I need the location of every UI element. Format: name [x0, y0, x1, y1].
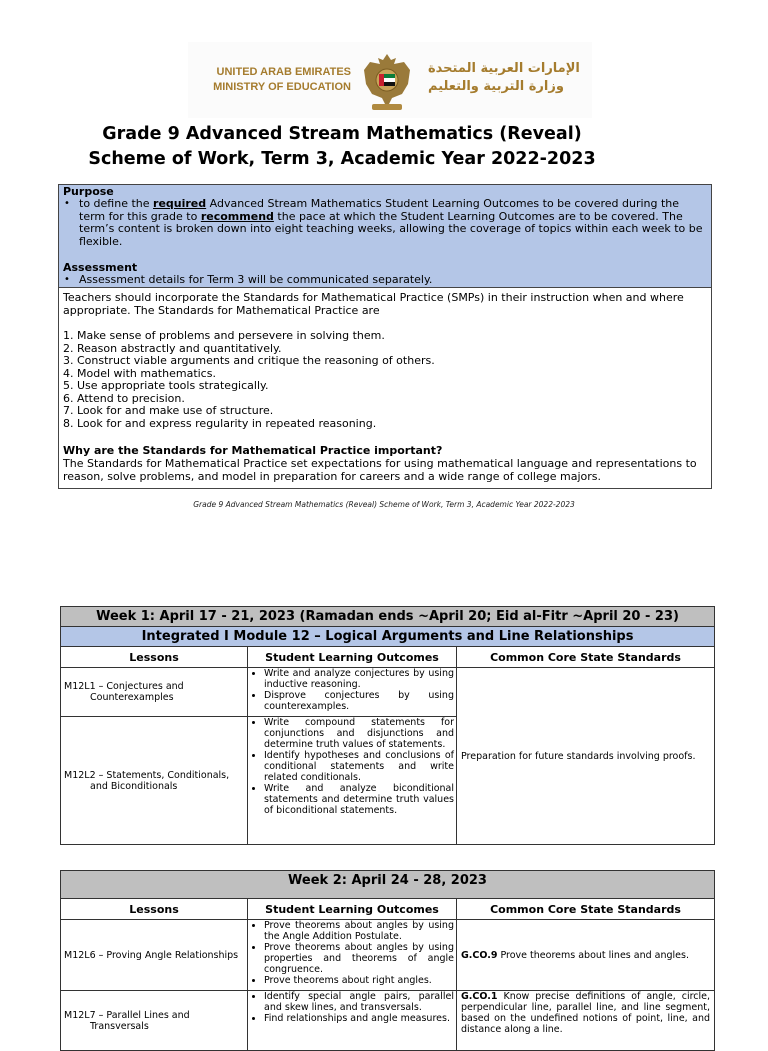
slo-cell [248, 991, 457, 1051]
column-header-ccss: Common Core State Standards [457, 899, 715, 920]
week1-title: Week 1: April 17 - 21, 2023 (Ramadan ends ~April 20; Eid al-Fitr ~April 20 - 23) [61, 607, 715, 627]
list-item: • Prove theorems about right angles. [264, 975, 454, 986]
list-item: • Identify special angle pairs, parallel and skew lines, and transversals. [264, 991, 454, 1013]
column-header-lessons: Lessons [61, 647, 248, 668]
slo-cell [248, 668, 457, 717]
purpose-text: to define the required Advanced Stream Mathematics Student Learning Outcomes to be covered during the term for this grade to recommend the pace at which the Student Learning Outcomes are to be covered. The term’s content is broken down into eight teaching weeks, allowing the coverage of topics within each week to be flexible. [79, 197, 703, 248]
smp-list [63, 330, 703, 430]
lesson-cell: M12L7 – Parallel Lines and Transversals [61, 991, 248, 1051]
column-header-lessons: Lessons [61, 899, 248, 920]
smp-item: 1. Make sense of problems and persevere in solving them. [63, 329, 385, 342]
smp-item: 8. Look for and express regularity in repeated reasoning. [63, 416, 377, 430]
list-item: • Disprove conjectures by using counterexamples. [264, 690, 454, 712]
uae-falcon-emblem-icon [358, 50, 416, 114]
list-item: • Write and analyze biconditional statements and determine truth values of biconditional statements. [264, 783, 454, 816]
smp-item: 5. Use appropriate tools strategically. [63, 379, 269, 392]
ccss-cell: G.CO.9 Prove theorems about lines and angles. [457, 920, 715, 991]
slo-cell [248, 717, 457, 845]
ministry-name-english: UNITED ARAB EMIRATES MINISTRY OF EDUCATION [213, 66, 351, 93]
week1-module: Integrated I Module 12 – Logical Arguments and Line Relationships [61, 627, 715, 647]
ccss-cell: G.CO.1 Know precise definitions of angle, circle, perpendicular line, parallel line, and line segment, based on the undefined notions of point, line, and distance along a line. [457, 991, 715, 1051]
list-item: • Prove theorems about angles by using properties and theorems of angle congruence. [264, 942, 454, 975]
bullet-icon: • [64, 198, 70, 209]
week1-title-row [61, 607, 715, 627]
document-title-line1: Grade 9 Advanced Stream Mathematics (Reveal) [102, 124, 582, 144]
table-row [61, 920, 715, 991]
table-row [61, 991, 715, 1051]
week1-table [60, 606, 715, 845]
smp-item: 2. Reason abstractly and quantitatively. [63, 341, 282, 355]
smp-section [58, 288, 712, 489]
assessment-heading: Assessment [63, 261, 138, 274]
week2-title-row [61, 871, 715, 899]
week1-module-row [61, 627, 715, 647]
page-footer: Grade 9 Advanced Stream Mathematics (Reveal) Scheme of Work, Term 3, Academic Year 2022-2023 [193, 500, 575, 509]
column-header-slo: Student Learning Outcomes [248, 899, 457, 920]
lesson-cell: M12L2 – Statements, Conditionals, and Biconditionals [61, 717, 248, 845]
table-row [61, 668, 715, 717]
lesson-cell: M12L6 – Proving Angle Relationships [61, 920, 248, 991]
bullet-icon: • [64, 274, 70, 285]
smp-item: 6. Attend to precision. [63, 391, 185, 405]
list-item: • Write compound statements for conjunctions and disjunctions and determine truth values of statements. [264, 717, 454, 750]
smp-item: 4. Model with mathematics. [63, 366, 216, 380]
smp-why-heading: Why are the Standards for Mathematical Practice important? [63, 444, 443, 457]
document-title-line2: Scheme of Work, Term 3, Academic Year 2022-2023 [88, 149, 596, 169]
ministry-name-arabic: الإمارات العربية المتحدة وزارة التربية والتعليم [428, 61, 580, 94]
smp-why-text: The Standards for Mathematical Practice set expectations for using mathematical language and representations to reason, solve problems, and model in preparation for careers and a wide range of college majors. [63, 457, 697, 483]
list-item: • Prove theorems about angles by using the Angle Addition Postulate. [264, 920, 454, 942]
purpose-heading: Purpose [63, 185, 114, 198]
ccss-cell: Preparation for future standards involving proofs. [457, 668, 715, 845]
list-item: • Find relationships and angle measures. [264, 1013, 454, 1024]
week1-header-row [61, 647, 715, 668]
lesson-cell: M12L1 – Conjectures and Counterexamples [61, 668, 248, 717]
smp-item: 7. Look for and make use of structure. [63, 404, 274, 417]
assessment-text: Assessment details for Term 3 will be communicated separately. [79, 273, 433, 286]
week2-header-row [61, 899, 715, 920]
list-item: • Identify hypotheses and conclusions of conditional statements and write related conditionals. [264, 750, 454, 783]
list-item: • Write and analyze conjectures by using inductive reasoning. [264, 668, 454, 690]
column-header-slo: Student Learning Outcomes [248, 647, 457, 668]
smp-item: 3. Construct viable arguments and critique the reasoning of others. [63, 354, 435, 367]
column-header-ccss: Common Core State Standards [457, 647, 715, 668]
week2-title: Week 2: April 24 - 28, 2023 [61, 871, 715, 899]
slo-cell [248, 920, 457, 991]
purpose-section [58, 184, 712, 288]
smp-intro: Teachers should incorporate the Standards for Mathematical Practice (SMPs) in their instruction when and where appropriate. The Standards for Mathematical Practice are [63, 291, 684, 317]
